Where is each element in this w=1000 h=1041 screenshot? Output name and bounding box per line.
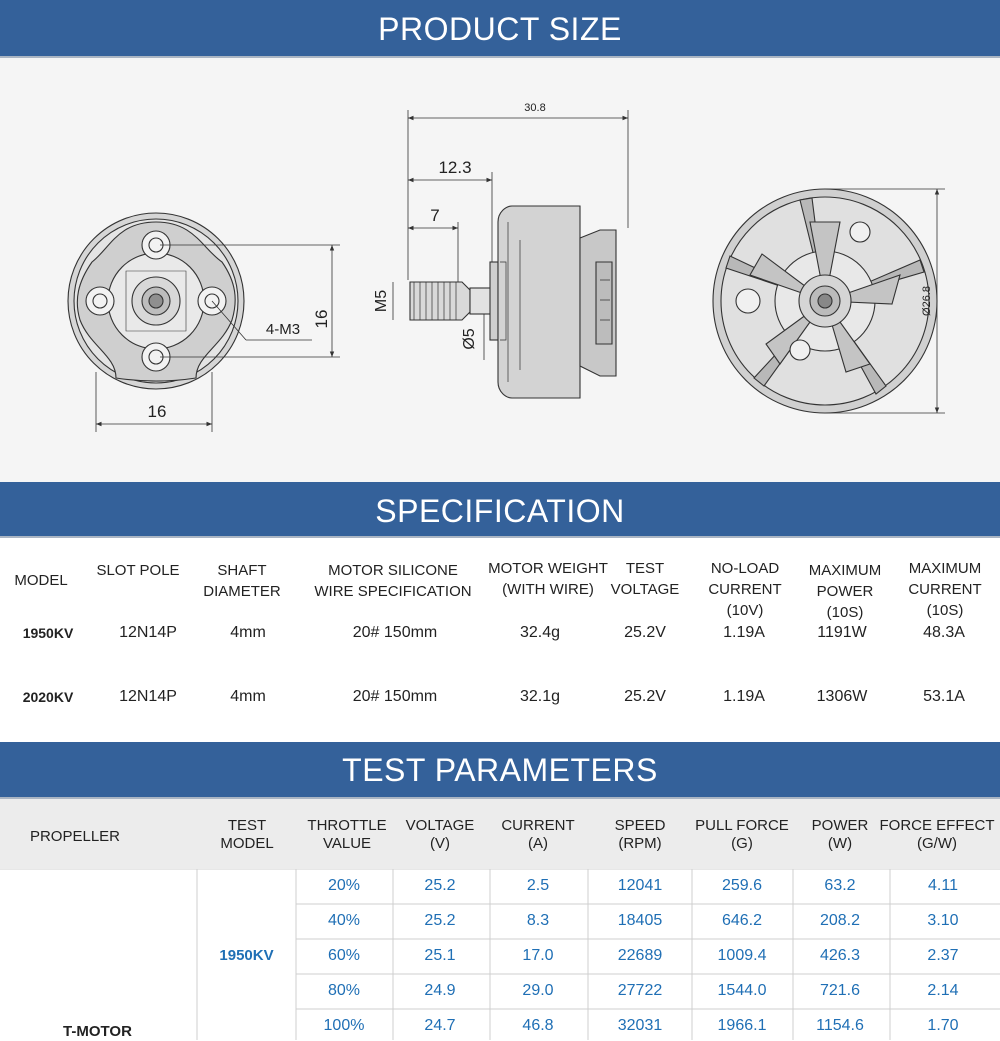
test-header-0-line-1: PROPELLER [29,828,121,845]
test-cell: 24.7 [424,1017,456,1034]
spec-cell: 12N14P [119,624,177,641]
test-cell: 426.3 [819,947,861,964]
spec-cell: 12N14P [119,688,177,705]
test-header-2-line-1: THROTTLE [307,817,387,834]
dim-holes-m3: 4-M3 [265,321,301,338]
spec-header-3-line-1: MOTOR SILICONE [328,562,458,579]
test-cell: 40% [327,912,361,929]
test-header-2-line-2: VALUE [322,835,372,852]
test-header-4-line-1: CURRENT [501,817,575,834]
test-cell: 1009.4 [717,947,767,964]
test-cell: 1966.1 [717,1017,767,1034]
dim-outer-dia: Ø26.8 [921,286,933,316]
dim-12-3: 12.3 [438,158,472,177]
spec-header-5-line-1: TEST [625,560,665,577]
test-header-3-line-1: VOLTAGE [405,817,475,834]
spec-header-3-line-2: WIRE SPECIFICATION [314,583,472,600]
spec-cell: 32.1g [519,688,561,705]
test-cell: 12041 [617,877,663,894]
test-cell: 1544.0 [717,982,767,999]
test-cell: 27722 [617,982,663,999]
test-cell: 63.2 [824,877,856,894]
test-parameters-header [0,742,1000,797]
specification-header [0,482,1000,536]
test-parameters-title: TEST PARAMETERS [342,752,658,788]
product-size-title: PRODUCT SIZE [378,11,622,47]
spec-header-4-line-2: (WITH WIRE) [502,581,594,598]
test-cell: 646.2 [721,912,763,929]
test-cell: 259.6 [721,877,763,894]
test-cell: 1154.6 [816,1017,864,1034]
test-header-6-line-2: (G) [731,835,753,852]
dim-total-length: 30.8 [524,102,546,114]
test-header-4-line-2: (A) [528,835,548,852]
dim-thread-m5: M5 [373,289,390,313]
spec-cell: 20# 150mm [352,624,438,641]
test-cell: 22689 [617,947,663,964]
spec-header-6-line-3: (10V) [726,602,764,619]
spec-header-8-line-2: CURRENT [908,581,982,598]
test-header-6-line-1: PULL FORCE [695,817,789,834]
test-cell: 2.5 [526,877,550,894]
spec-header-7-line-1: MAXIMUM [808,562,882,579]
test-header-1-line-2: MODEL [220,835,274,852]
dim-vertical-spacing: 16 [312,309,331,329]
spec-header-1-line-1: SLOT POLE [96,562,180,579]
spec-cell: 25.2V [624,624,666,641]
test-table-header [0,799,1000,869]
dim-shaft-dia: Ø5 [461,328,478,350]
test-header-5-line-1: SPEED [614,817,666,834]
motor-bottom-view [68,213,244,389]
spec-header-6-line-1: NO-LOAD [710,560,780,577]
motor-top-view [713,189,937,413]
spec-header-7-line-3: (10S) [826,604,864,621]
test-cell: 80% [327,982,361,999]
spec-header-4-line-1: MOTOR WEIGHT [488,560,608,577]
spec-header-2-line-1: SHAFT [217,562,267,579]
spec-cell: 4mm [230,624,266,641]
spec-cell: 32.4g [519,624,561,641]
test-cell: 20% [327,877,361,894]
test-cell: 2.37 [927,947,959,964]
dim-horizontal-spacing: 16 [147,402,167,421]
spec-header-7-line-2: POWER [816,583,874,600]
spec-cell: 53.1A [923,688,965,705]
test-table-body [0,869,1000,1040]
spec-cell: 20# 150mm [352,688,438,705]
test-propeller: T-MOTOR [63,1023,132,1040]
spec-cell: 4mm [230,688,266,705]
test-header-5-line-2: (RPM) [618,835,662,852]
test-cell: 24.9 [424,982,456,999]
motor-side-view [410,206,616,398]
test-cell: 208.2 [819,912,861,929]
test-cell: 25.2 [424,877,456,894]
test-cell: 3.10 [927,912,959,929]
test-cell: 60% [327,947,361,964]
spec-cell: 1.19A [723,624,765,641]
spec-header-8-line-3: (10S) [926,602,964,619]
test-cell: 17.0 [522,947,554,964]
spec-model-cell: 2020KV [22,689,74,705]
dim-7: 7 [430,206,440,225]
test-cell: 100% [323,1017,365,1034]
test-cell: 18405 [617,912,663,929]
test-cell: 32031 [617,1017,663,1034]
spec-model-cell: 1950KV [22,625,74,641]
spec-cell: 25.2V [624,688,666,705]
spec-header-2-line-2: DIAMETER [203,583,281,600]
test-cell: 721.6 [819,982,861,999]
test-header-3-line-2: (V) [430,835,450,852]
test-header-1-line-1: TEST [227,817,267,834]
spec-cell: 1.19A [723,688,765,705]
test-header-8-line-1: FORCE EFFECT [879,817,995,834]
test-header-7-line-1: POWER [811,817,869,834]
test-cell: 25.2 [424,912,456,929]
test-header-7-line-2: (W) [827,835,853,852]
product-size-drawing [0,58,1000,482]
test-cell: 8.3 [526,912,550,929]
spec-header-6-line-2: CURRENT [708,581,782,598]
test-cell: 29.0 [522,982,554,999]
specification-title: SPECIFICATION [375,493,625,529]
spec-header-5-line-2: VOLTAGE [610,581,680,598]
spec-header-8-line-1: MAXIMUM [908,560,982,577]
spec-header-0-line-1: MODEL [14,572,68,589]
spec-cell: 1191W [817,624,867,641]
test-header-8-line-2: (G/W) [917,835,957,852]
spec-cell: 1306W [816,688,868,705]
test-cell: 2.14 [927,982,959,999]
test-cell: 46.8 [522,1017,554,1034]
test-cell: 1.70 [927,1017,959,1034]
spec-cell: 48.3A [923,624,965,641]
test-cell: 4.11 [928,877,958,894]
test-cell: 25.1 [424,947,456,964]
product-size-header [0,0,1000,56]
test-model: 1950KV [219,947,274,964]
